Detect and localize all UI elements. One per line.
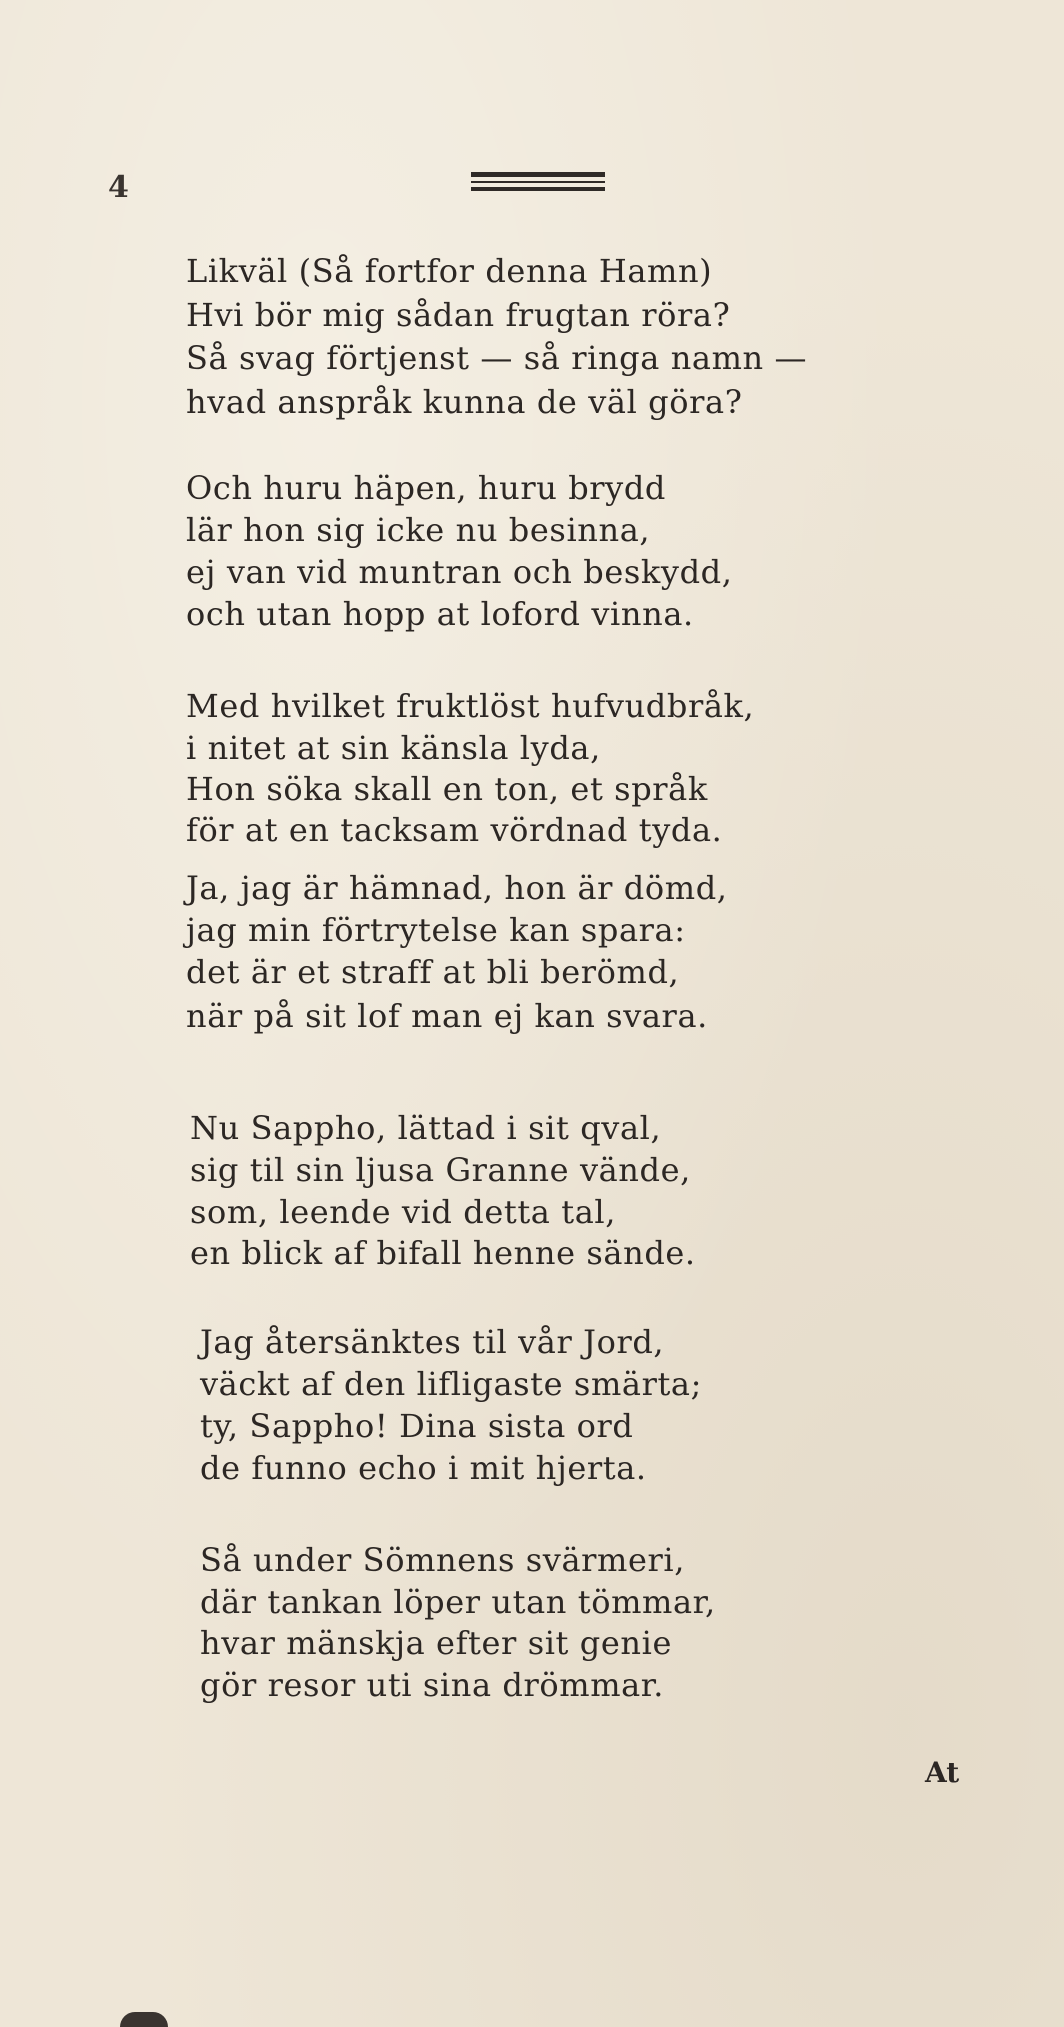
verse-line: Så under Sömnens svärmeri, [200,1541,686,1579]
verse-line: Och huru häpen, huru brydd [186,469,667,507]
verse-line: det är et straff at bli berömd, [186,953,680,991]
verse-line: en blick af bifall henne sände. [190,1234,696,1272]
verse-line: hvad anspråk kunna de väl göra? [186,383,743,421]
verse-line: Hvi bör mig sådan frugtan röra? [186,296,731,334]
verse-line: ty, Sappho! Dina sista ord [200,1407,634,1445]
page-edge-mark [120,2012,168,2027]
ornament-rule-middle [471,181,605,183]
verse-line: de funno echo i mit hjerta. [200,1449,647,1487]
verse-line: väckt af den lifligaste smärta; [200,1365,702,1403]
ornament-rule-top [471,172,605,177]
verse-line: för at en tacksam vördnad tyda. [186,811,723,849]
ornament-rule-bottom [471,187,605,191]
verse-line: Så svag förtjenst — så ringa namn — [186,339,808,377]
verse-line: Ja, jag är hämnad, hon är dömd, [186,869,728,907]
verse-line: när på sit lof man ej kan svara. [186,997,708,1035]
verse-line: Likväl (Så fortfor denna Hamn) [186,252,713,290]
verse-line: och utan hopp at loford vinna. [186,595,694,633]
verse-line: som, leende vid detta tal, [190,1193,616,1231]
verse-line: gör resor uti sina drömmar. [200,1666,664,1704]
verse-line: Med hvilket fruktlöst hufvudbråk, [186,687,755,725]
verse-line: hvar mänskja efter sit genie [200,1624,672,1662]
verse-line: lär hon sig icke nu besinna, [186,511,651,549]
verse-line: Hon söka skall en ton, et språk [186,770,708,808]
verse-line: sig til sin ljusa Granne vände, [190,1151,691,1189]
verse-line: ej van vid muntran och beskydd, [186,553,733,591]
verse-line: Jag återsänktes til vår Jord, [200,1323,665,1361]
verse-line: i nitet at sin känsla lyda, [186,729,601,767]
catchword: At [925,1756,960,1789]
verse-line: Nu Sappho, lättad i sit qval, [190,1109,662,1147]
header-ornament [471,172,605,192]
verse-line: där tankan löper utan tömmar, [200,1583,716,1621]
verse-line: jag min förtrytelse kan spara: [186,911,686,949]
page-number: 4 [108,170,129,205]
